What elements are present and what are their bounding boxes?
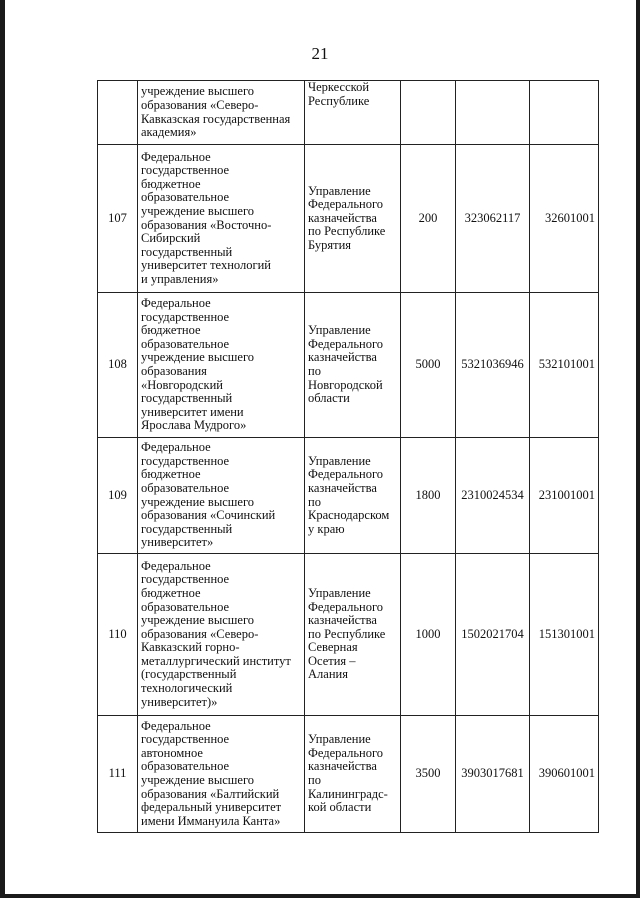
- kpp: 390601001: [530, 716, 599, 833]
- table-row: [98, 293, 599, 438]
- inn: 1502021704: [456, 554, 530, 716]
- inn: 2310024534: [456, 438, 530, 554]
- amount: 200: [401, 145, 456, 293]
- row-number: 108: [98, 293, 138, 438]
- treasury-office: Управление Федерального казначейства по Республике Северная Осетия – Алания: [305, 554, 401, 716]
- institution-name: учреждение высшего образования «Северо- Кавказская государственная академия»: [138, 81, 305, 145]
- table-row: [98, 145, 599, 293]
- inn: 5321036946: [456, 293, 530, 438]
- table-row: [98, 554, 599, 716]
- scan-edge-bottom: [0, 894, 640, 898]
- inn: 323062117: [456, 145, 530, 293]
- amount: [401, 81, 456, 145]
- institution-name: Федеральное государственное автономное образовательное учреждение высшего образования «Балтийский федеральный университет имени Иммануила Канта»: [138, 716, 305, 833]
- amount: 3500: [401, 716, 456, 833]
- amount: 1800: [401, 438, 456, 554]
- scan-edge-left: [0, 0, 5, 898]
- row-number: 109: [98, 438, 138, 554]
- kpp: 32601001: [530, 145, 599, 293]
- treasury-office: Управление Федерального казначейства по Новгородской области: [305, 293, 401, 438]
- kpp: 231001001: [530, 438, 599, 554]
- page-number: 21: [311, 44, 329, 63]
- treasury-office: Управление Федерального казначейства по Калининградс- кой области: [305, 716, 401, 833]
- row-number: 110: [98, 554, 138, 716]
- table-row: [98, 81, 599, 145]
- treasury-office: Черкесской Республике: [305, 81, 401, 145]
- treasury-office: Управление Федерального казначейства по Краснодарском у краю: [305, 438, 401, 554]
- scan-edge-right: [636, 0, 640, 898]
- amount: 1000: [401, 554, 456, 716]
- kpp: 151301001: [530, 554, 599, 716]
- treasury-office: Управление Федерального казначейства по Республике Бурятия: [305, 145, 401, 293]
- row-number: [98, 81, 138, 145]
- amount: 5000: [401, 293, 456, 438]
- table-row: [98, 438, 599, 554]
- table-row: [98, 716, 599, 833]
- institution-name: Федеральное государственное бюджетное образовательное учреждение высшего образования «Восточно- Сибирский государственный университет технологий и управления»: [138, 145, 305, 293]
- kpp: [530, 81, 599, 145]
- kpp: 532101001: [530, 293, 599, 438]
- institution-name: Федеральное государственное бюджетное образовательное учреждение высшего образования «Северо- Кавказский горно- металлургический институт (государственный технологический университет)»: [138, 554, 305, 716]
- institution-name: Федеральное государственное бюджетное образовательное учреждение высшего образования «Сочинский государственный университет»: [138, 438, 305, 554]
- registry-table: [97, 80, 599, 833]
- row-number: 111: [98, 716, 138, 833]
- row-number: 107: [98, 145, 138, 293]
- institution-name: Федеральное государственное бюджетное образовательное учреждение высшего образования «Новгородский государственный университет имени Ярослава Мудрого»: [138, 293, 305, 438]
- inn: 3903017681: [456, 716, 530, 833]
- inn: [456, 81, 530, 145]
